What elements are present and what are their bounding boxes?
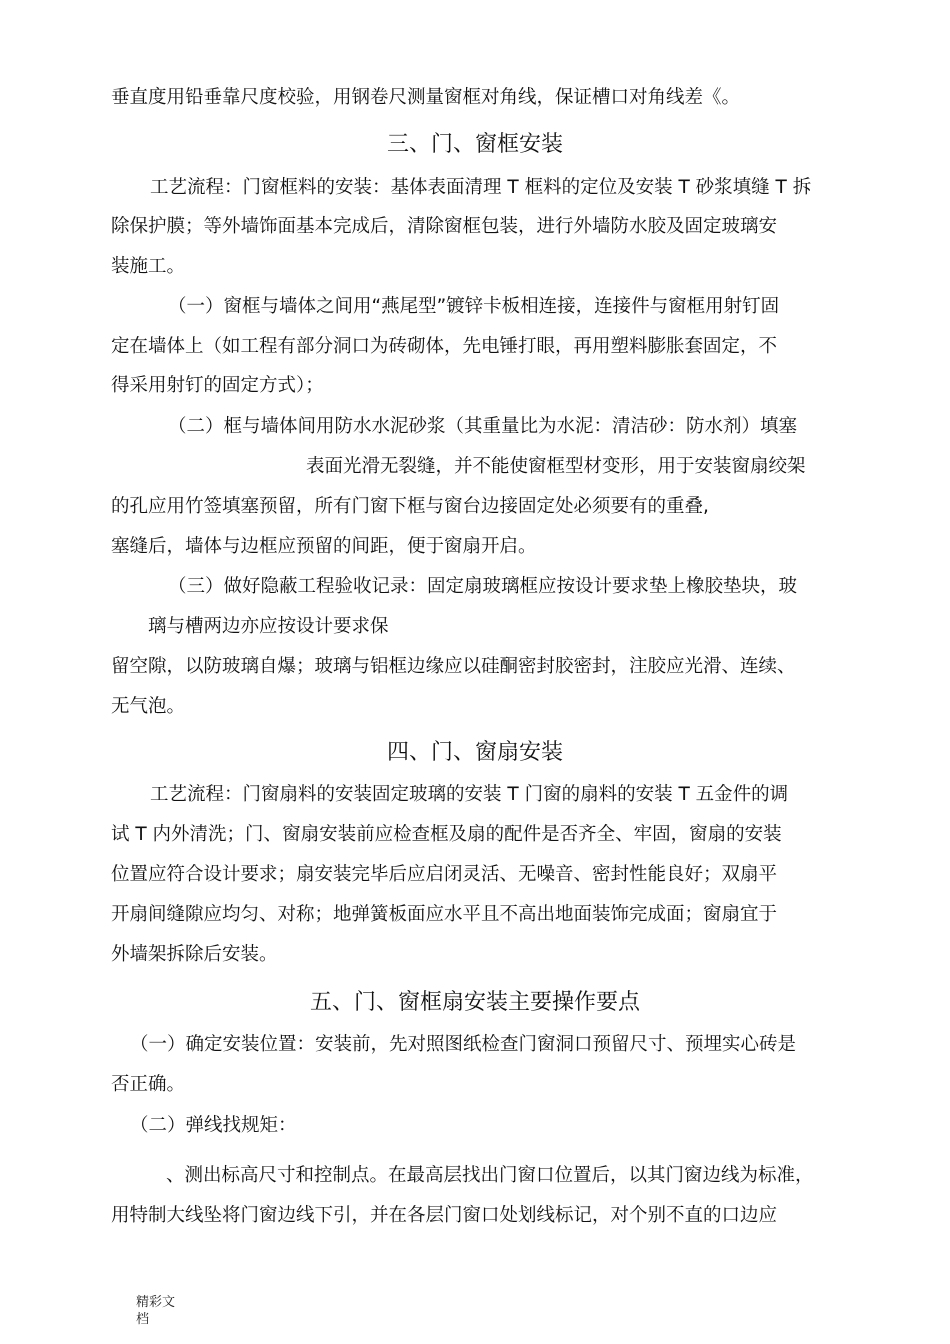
body-text-line: 外墙架拆除后安装。	[111, 944, 278, 965]
body-text-line: （三）做好隐蔽工程验收记录：固定扇玻璃框应按设计要求垫上橡胶垫块，玻	[168, 576, 798, 597]
body-text-line: 用特制大线坠将门窗边线下引，并在各层门窗口处划线标记，对个别不直的口边应	[111, 1205, 778, 1226]
body-text-line: （一）窗框与墙体之间用“燕尾型”镀锌卡板相连接，连接件与窗框用射钉固	[168, 296, 780, 317]
body-text-line: 得采用射钉的固定方式）；	[111, 375, 324, 396]
body-text-line: 无气泡。	[111, 696, 186, 717]
body-text-line: 表面光滑无裂缝，并不能使窗框型材变形，用于安装窗扇绞架	[306, 456, 806, 477]
body-text-line: 垂直度用铅垂靠尺度校验，用钢卷尺测量窗框对角线，保证槽口对角线差《。	[111, 87, 741, 108]
body-text-line: 开扇间缝隙应均匀、对称；地弹簧板面应水平且不高出地面装饰完成面；窗扇宜于	[111, 904, 778, 925]
body-text-line: 、测出标高尺寸和控制点。在最高层找出门窗口位置后，以其门窗边线为标准，	[166, 1165, 814, 1186]
section-heading: 五、门、窗框扇安装主要操作要点	[309, 990, 640, 1015]
body-text-line: （二）弹线找规矩：	[130, 1115, 297, 1136]
body-text-line: 工艺流程：门窗扇料的安装固定玻璃的安装 T 门窗的扇料的安装 T 五金件的调	[150, 784, 789, 805]
body-text-line: 位置应符合设计要求；扇安装完毕后应启闭灵活、无噪音、密封性能良好；双扇平	[111, 864, 778, 885]
body-text-line: 璃与槽两边亦应按设计要求保	[148, 616, 389, 637]
body-text-line: 否正确。	[111, 1074, 186, 1095]
section-heading: 三、门、窗框安装	[386, 132, 563, 157]
body-text-line: 塞缝后，墙体与边框应预留的间距，便于窗扇开启。	[111, 536, 537, 557]
section-heading: 四、门、窗扇安装	[386, 740, 563, 765]
body-text-line: 留空隙，以防玻璃自爆；玻璃与铝框边缘应以硅酮密封胶密封，注胶应光滑、连续、	[111, 656, 796, 677]
body-text-line: （二）框与墙体间用防水水泥砂浆（其重量比为水泥：清洁砂：防水剂）填塞	[168, 416, 798, 437]
body-text-line: 定在墙体上（如工程有部分洞口为砖砌体，先电锤打眼，再用塑料膨胀套固定，不	[111, 336, 778, 357]
body-text-line: 除保护膜；等外墙饰面基本完成后，清除窗框包装，进行外墙防水胶及固定玻璃安	[111, 216, 778, 237]
body-text-line: 工艺流程：门窗框料的安装：基体表面清理 T 框料的定位及安装 T 砂浆填缝 T 拆	[150, 177, 812, 198]
footer-text: 档	[136, 1312, 150, 1327]
footer-text: 精彩文	[136, 1295, 176, 1310]
body-text-line: 装施工。	[111, 256, 186, 277]
body-text-line: 试 T 内外清洗；门、窗扇安装前应检查框及扇的配件是否齐全、牢固，窗扇的安装	[111, 824, 782, 845]
body-text-line: （一）确定安装位置：安装前，先对照图纸检查门窗洞口预留尺寸、预埋实心砖是	[130, 1034, 797, 1055]
body-text-line: 的孔应用竹签填塞预留，所有门窗下框与窗台边接固定处必须要有的重叠,	[111, 496, 709, 517]
